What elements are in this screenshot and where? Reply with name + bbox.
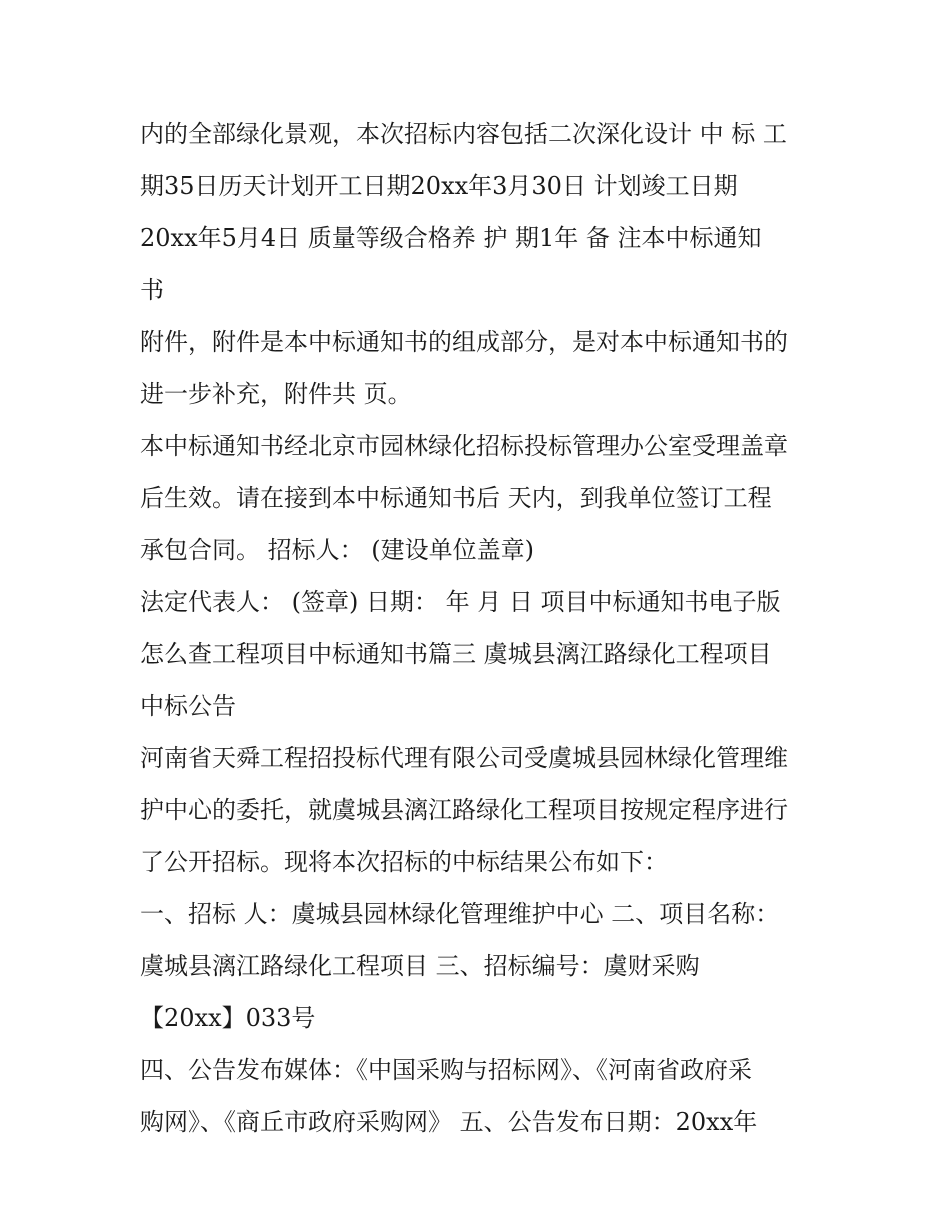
text-line: 一、招标 人：虞城县园林绿化管理维护中心 二、项目名称： [140, 900, 780, 928]
text-line: 河南省天舜工程招投标代理有限公司受虞城县园林绿化管理维 [140, 744, 788, 772]
text-line: 虞城县漓江路绿化工程项目 三、招标编号：虞财采购 [140, 952, 700, 980]
text-line: 怎么查工程项目中标通知书篇三 虞城县漓江路绿化工程项目 [140, 640, 772, 668]
text-line: 进一步补充，附件共 页。 [140, 380, 412, 408]
text-line: 期35日历天计划开工日期20xx年3月30日 计划竣工日期 [140, 172, 738, 200]
text-line: 中标公告 [140, 692, 236, 720]
text-line: 承包合同。 招标人： (建设单位盖章) [140, 536, 534, 564]
text-line: 了公开招标。现将本次招标的中标结果公布如下： [140, 848, 668, 876]
text-line: 内的全部绿化景观，本次招标内容包括二次深化设计 中 标 工 [140, 120, 787, 148]
text-line: 本中标通知书经北京市园林绿化招标投标管理办公室受理盖章 [140, 432, 788, 460]
text-line: 后生效。请在接到本中标通知书后 天内，到我单位签订工程 [140, 484, 772, 512]
text-line: 20xx年5月4日 质量等级合格养 护 期1年 备 注本中标通知 [140, 224, 762, 252]
text-line: 购网》、《商丘市政府采购网》 五、公告发布日期：20xx年 [140, 1108, 758, 1136]
text-line: 护中心的委托，就虞城县漓江路绿化工程项目按规定程序进行 [140, 796, 788, 824]
text-line: 法定代表人： (签章) 日期： 年 月 日 项目中标通知书电子版 [140, 588, 781, 616]
text-line: 附件，附件是本中标通知书的组成部分，是对本中标通知书的 [140, 328, 788, 356]
text-line: 四、公告发布媒体：《中国采购与招标网》、《河南省政府采 [140, 1056, 752, 1084]
text-line: 书 [140, 276, 164, 304]
text-line: 【20xx】033号 [140, 1004, 316, 1032]
document-body [140, 108, 830, 1148]
